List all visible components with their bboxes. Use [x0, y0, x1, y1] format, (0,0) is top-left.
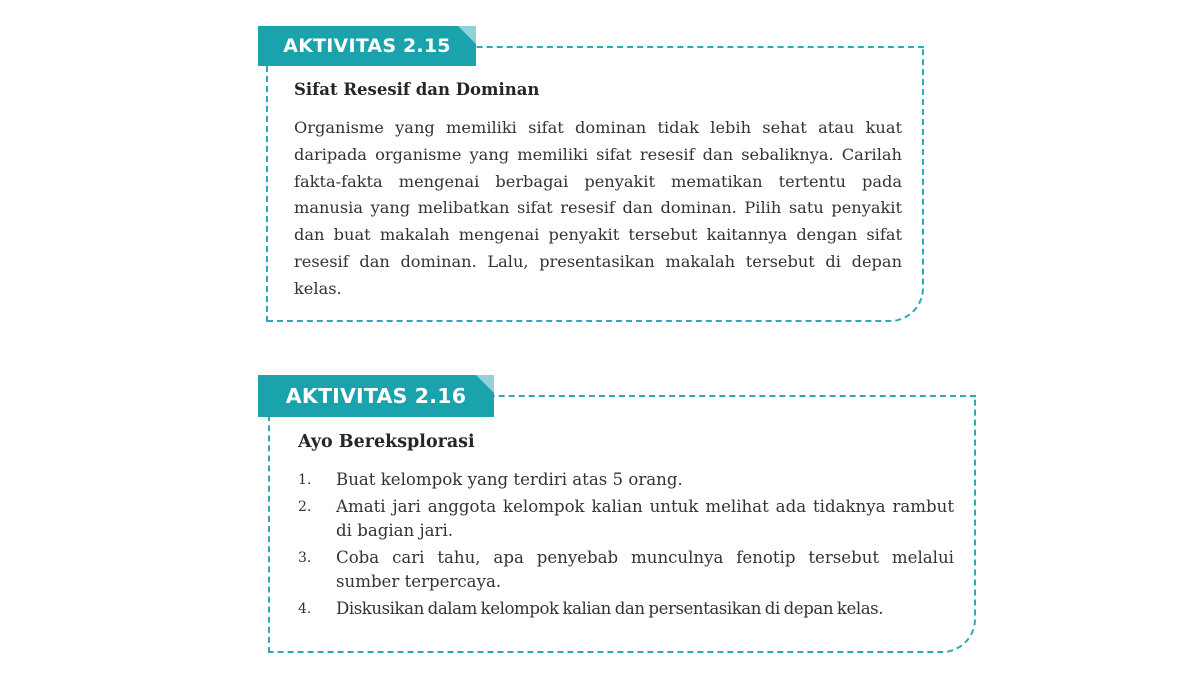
list-item-number: 3. [298, 549, 312, 566]
list-item-number: 4. [298, 600, 312, 617]
activity-title-2-15: Sifat Resesif dan Dominan [294, 80, 540, 99]
corner-fold-icon [476, 375, 494, 393]
list-item [298, 468, 954, 493]
list-item [298, 597, 954, 622]
activity-title-2-16: Ayo Bereksplorasi [298, 432, 475, 452]
list-item-number: 2. [298, 498, 312, 515]
activity-label-2-16 [258, 375, 494, 417]
activity-label-text: AKTIVITAS 2.15 [283, 35, 451, 57]
activity-steps-list [298, 468, 954, 623]
list-item [298, 546, 954, 595]
activity-body-2-15: Organisme yang memiliki sifat dominan tidak lebih sehat atau kuat daripada organisme yang memiliki sifat resesif dan sebaliknya. Carilah fakta-fakta mengenai berbagai penyakit mematikan tertentu pada manusia yang melibatkan sifat resesif dan dominan. Pilih satu penyakit dan buat makalah mengenai penyakit tersebut kaitannya dengan sifat resesif dan dominan. Lalu, presentasikan makalah tersebut di depan kelas. [294, 118, 902, 298]
activity-label-2-15 [258, 26, 476, 66]
list-item-number: 1. [298, 472, 312, 488]
list-item-text: Diskusikan dalam kelompok kalian dan persentasikan di depan kelas. [336, 598, 884, 618]
list-item-text: Coba cari tahu, apa penyebab munculnya fenotip tersebut melalui sumber terpercaya. [336, 547, 954, 591]
corner-fold-icon [458, 26, 476, 44]
activity-label-text: AKTIVITAS 2.16 [285, 384, 467, 408]
list-item-text: Buat kelompok yang terdiri atas 5 orang. [336, 470, 683, 489]
list-item-text: Amati jari anggota kelompok kalian untuk melihat ada tidaknya rambut di bagian jari. [336, 496, 954, 540]
list-item [298, 495, 954, 544]
